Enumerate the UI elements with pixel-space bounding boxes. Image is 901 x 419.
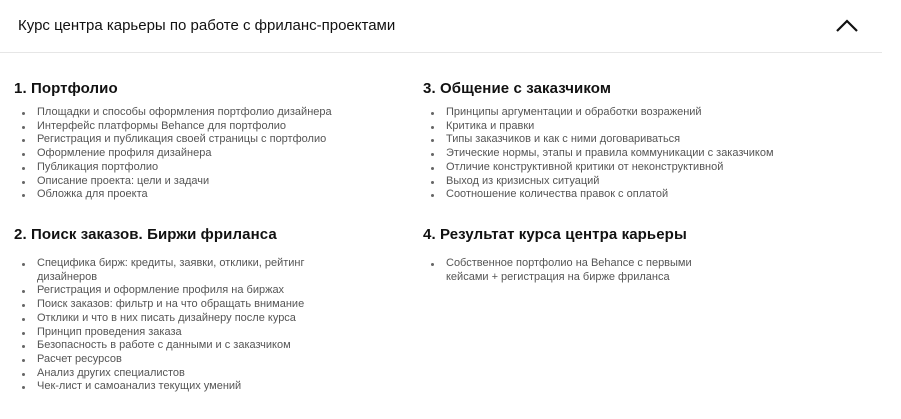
topic-list bbox=[423, 257, 726, 284]
section-course-result bbox=[423, 226, 813, 284]
list-item: Анализ других специалистов bbox=[37, 367, 334, 381]
list-item: Публикация портфолио bbox=[37, 161, 404, 175]
list-item: Принципы аргументации и обработки возражений bbox=[446, 106, 813, 120]
section-title: 3. Общение с заказчиком bbox=[423, 80, 612, 97]
section-client-communication bbox=[423, 80, 813, 202]
section-title: 4. Результат курса центра карьеры bbox=[423, 226, 687, 243]
section-title: 1. Портфолио bbox=[14, 80, 118, 97]
list-item: Критика и правки bbox=[446, 120, 813, 134]
list-item: Регистрация и публикация своей страницы с портфолио bbox=[37, 133, 404, 147]
list-item: Безопасность в работе с данными и с заказчиком bbox=[37, 339, 334, 353]
list-item: Чек-лист и самоанализ текущих умений bbox=[37, 380, 334, 394]
list-item: Оформление профиля дизайнера bbox=[37, 147, 404, 161]
section-portfolio bbox=[14, 80, 404, 202]
list-item: Расчет ресурсов bbox=[37, 353, 334, 367]
list-item: Отличие конструктивной критики от неконструктивной bbox=[446, 161, 813, 175]
list-item: Описание проекта: цели и задачи bbox=[37, 175, 404, 189]
topic-list bbox=[14, 257, 334, 394]
chevron-up-icon[interactable] bbox=[835, 18, 859, 34]
list-item: Отклики и что в них писать дизайнеру после курса bbox=[37, 312, 334, 326]
topic-list bbox=[423, 106, 813, 202]
list-item: Выход из кризисных ситуаций bbox=[446, 175, 813, 189]
list-item: Соотношение количества правок с оплатой bbox=[446, 188, 813, 202]
list-item: Интерфейс платформы Behance для портфолио bbox=[37, 120, 404, 134]
topic-list bbox=[14, 106, 404, 202]
list-item: Поиск заказов: фильтр и на что обращать внимание bbox=[37, 298, 334, 312]
list-item: Площадки и способы оформления портфолио дизайнера bbox=[37, 106, 404, 120]
section-title: 2. Поиск заказов. Биржи фриланса bbox=[14, 226, 277, 243]
accordion-title[interactable]: Курс центра карьеры по работе с фриланс-проектами bbox=[18, 17, 396, 34]
list-item: Обложка для проекта bbox=[37, 188, 404, 202]
list-item: Специфика бирж: кредиты, заявки, отклики, рейтинг дизайнеров bbox=[37, 257, 334, 284]
section-order-search bbox=[14, 226, 334, 394]
list-item: Принцип проведения заказа bbox=[37, 326, 334, 340]
list-item: Собственное портфолио на Behance с первыми кейсами + регистрация на бирже фриланса bbox=[446, 257, 726, 284]
list-item: Этические нормы, этапы и правила коммуникации с заказчиком bbox=[446, 147, 813, 161]
list-item: Регистрация и оформление профиля на биржах bbox=[37, 284, 334, 298]
list-item: Типы заказчиков и как с ними договариваться bbox=[446, 133, 813, 147]
divider bbox=[0, 52, 882, 53]
